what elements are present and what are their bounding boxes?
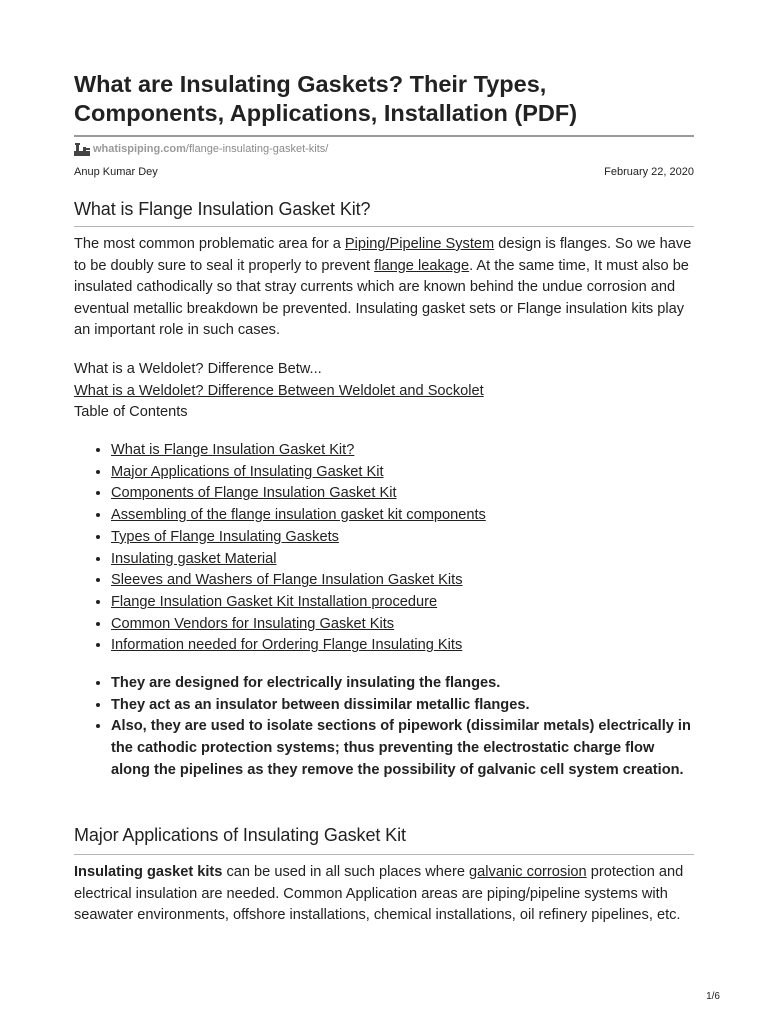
toc-link[interactable]: Major Applications of Insulating Gasket Kit bbox=[111, 463, 384, 480]
publish-date: February 22, 2020 bbox=[604, 166, 694, 178]
toc-item bbox=[111, 549, 486, 571]
title-divider bbox=[74, 135, 694, 137]
section-divider bbox=[74, 226, 694, 227]
toc-link[interactable]: Components of Flange Insulation Gasket Kit bbox=[111, 485, 397, 502]
list-item: • They act as an insulator between dissimilar metallic flanges. bbox=[111, 695, 694, 717]
related-article-link[interactable]: What is a Weldolet? Difference Between Weldolet and Sockolet bbox=[74, 383, 484, 399]
list-item: • Also, they are used to isolate sections of pipework (dissimilar metals) electrically in the cathodic protection systems; thus preventing the electrostatic charge flow along the pipelines as they remove the possibility of galvanic cell system creation. bbox=[111, 716, 694, 781]
toc-item bbox=[111, 527, 486, 549]
intro-paragraph: The most common problematic area for a Piping/Pipeline System design is flanges. So we have to be doubly sure to seal it properly to prevent flange leakage. At the same time, It must also be insulated cathodically so that stray currents which are known behind the undue corrosion and eventual metallic breakdown be prevented. Insulating gasket sets or Flange insulation kits play an important role in such cases. bbox=[74, 236, 692, 338]
toc-item bbox=[111, 483, 486, 505]
related-article-truncated: What is a Weldolet? Difference Betw... bbox=[74, 361, 322, 377]
toc-item bbox=[111, 592, 486, 614]
toc-link[interactable]: Assembling of the flange insulation gasket kit components bbox=[111, 507, 486, 524]
feature-bullets bbox=[74, 673, 694, 782]
toc-link[interactable]: Information needed for Ordering Flange Insulating Kits bbox=[111, 637, 463, 654]
list-item: • They are designed for electrically insulating the flanges. bbox=[111, 673, 694, 695]
toc-item bbox=[111, 462, 486, 484]
source-path: /flange-insulating-gasket-kits/ bbox=[185, 143, 329, 155]
toc-link[interactable]: Sleeves and Washers of Flange Insulation Gasket Kits bbox=[111, 572, 463, 589]
toc-item bbox=[111, 505, 486, 527]
flange-leakage-link[interactable]: flange leakage bbox=[374, 257, 470, 274]
source-domain: whatispiping.com bbox=[93, 143, 186, 155]
section-divider bbox=[74, 854, 694, 855]
related-article[interactable] bbox=[74, 383, 484, 399]
toc-link[interactable]: Insulating gasket Material bbox=[111, 550, 277, 567]
table-of-contents bbox=[74, 440, 486, 657]
applications-paragraph: Insulating gasket kits can be used in all such places where galvanic corrosion protection and electrical insulation are needed. Common Application areas are piping/pipeline systems with seawater environments, offshore installations, chemical installations, oil refinery pipelines, etc. bbox=[74, 864, 684, 923]
source-url[interactable] bbox=[74, 141, 328, 157]
author-name: Anup Kumar Dey bbox=[74, 166, 158, 178]
piping-system-link[interactable]: Piping/Pipeline System bbox=[344, 236, 495, 252]
toc-item bbox=[111, 570, 486, 592]
toc-link[interactable]: Types of Flange Insulating Gaskets bbox=[111, 528, 339, 545]
toc-link[interactable]: What is Flange Insulation Gasket Kit? bbox=[111, 442, 355, 458]
page-title: What are Insulating Gaskets? Their Types, Components, Applications, Installation (PDF) bbox=[74, 71, 578, 126]
pipe-logo-icon bbox=[74, 142, 90, 156]
toc-link[interactable]: Common Vendors for Insulating Gasket Kits bbox=[111, 615, 395, 632]
toc-item bbox=[111, 635, 486, 657]
toc-label: Table of Contents bbox=[74, 404, 188, 420]
toc-item bbox=[111, 614, 486, 636]
galvanic-corrosion-link[interactable]: galvanic corrosion bbox=[469, 864, 587, 880]
section-heading-flange-kit: What is Flange Insulation Gasket Kit? bbox=[74, 199, 371, 219]
toc-item bbox=[111, 440, 486, 462]
toc-link[interactable]: Flange Insulation Gasket Kit Installation procedure bbox=[111, 593, 438, 610]
page-number: 1/6 bbox=[706, 991, 720, 1002]
section-heading-applications: Major Applications of Insulating Gasket Kit bbox=[74, 825, 406, 845]
